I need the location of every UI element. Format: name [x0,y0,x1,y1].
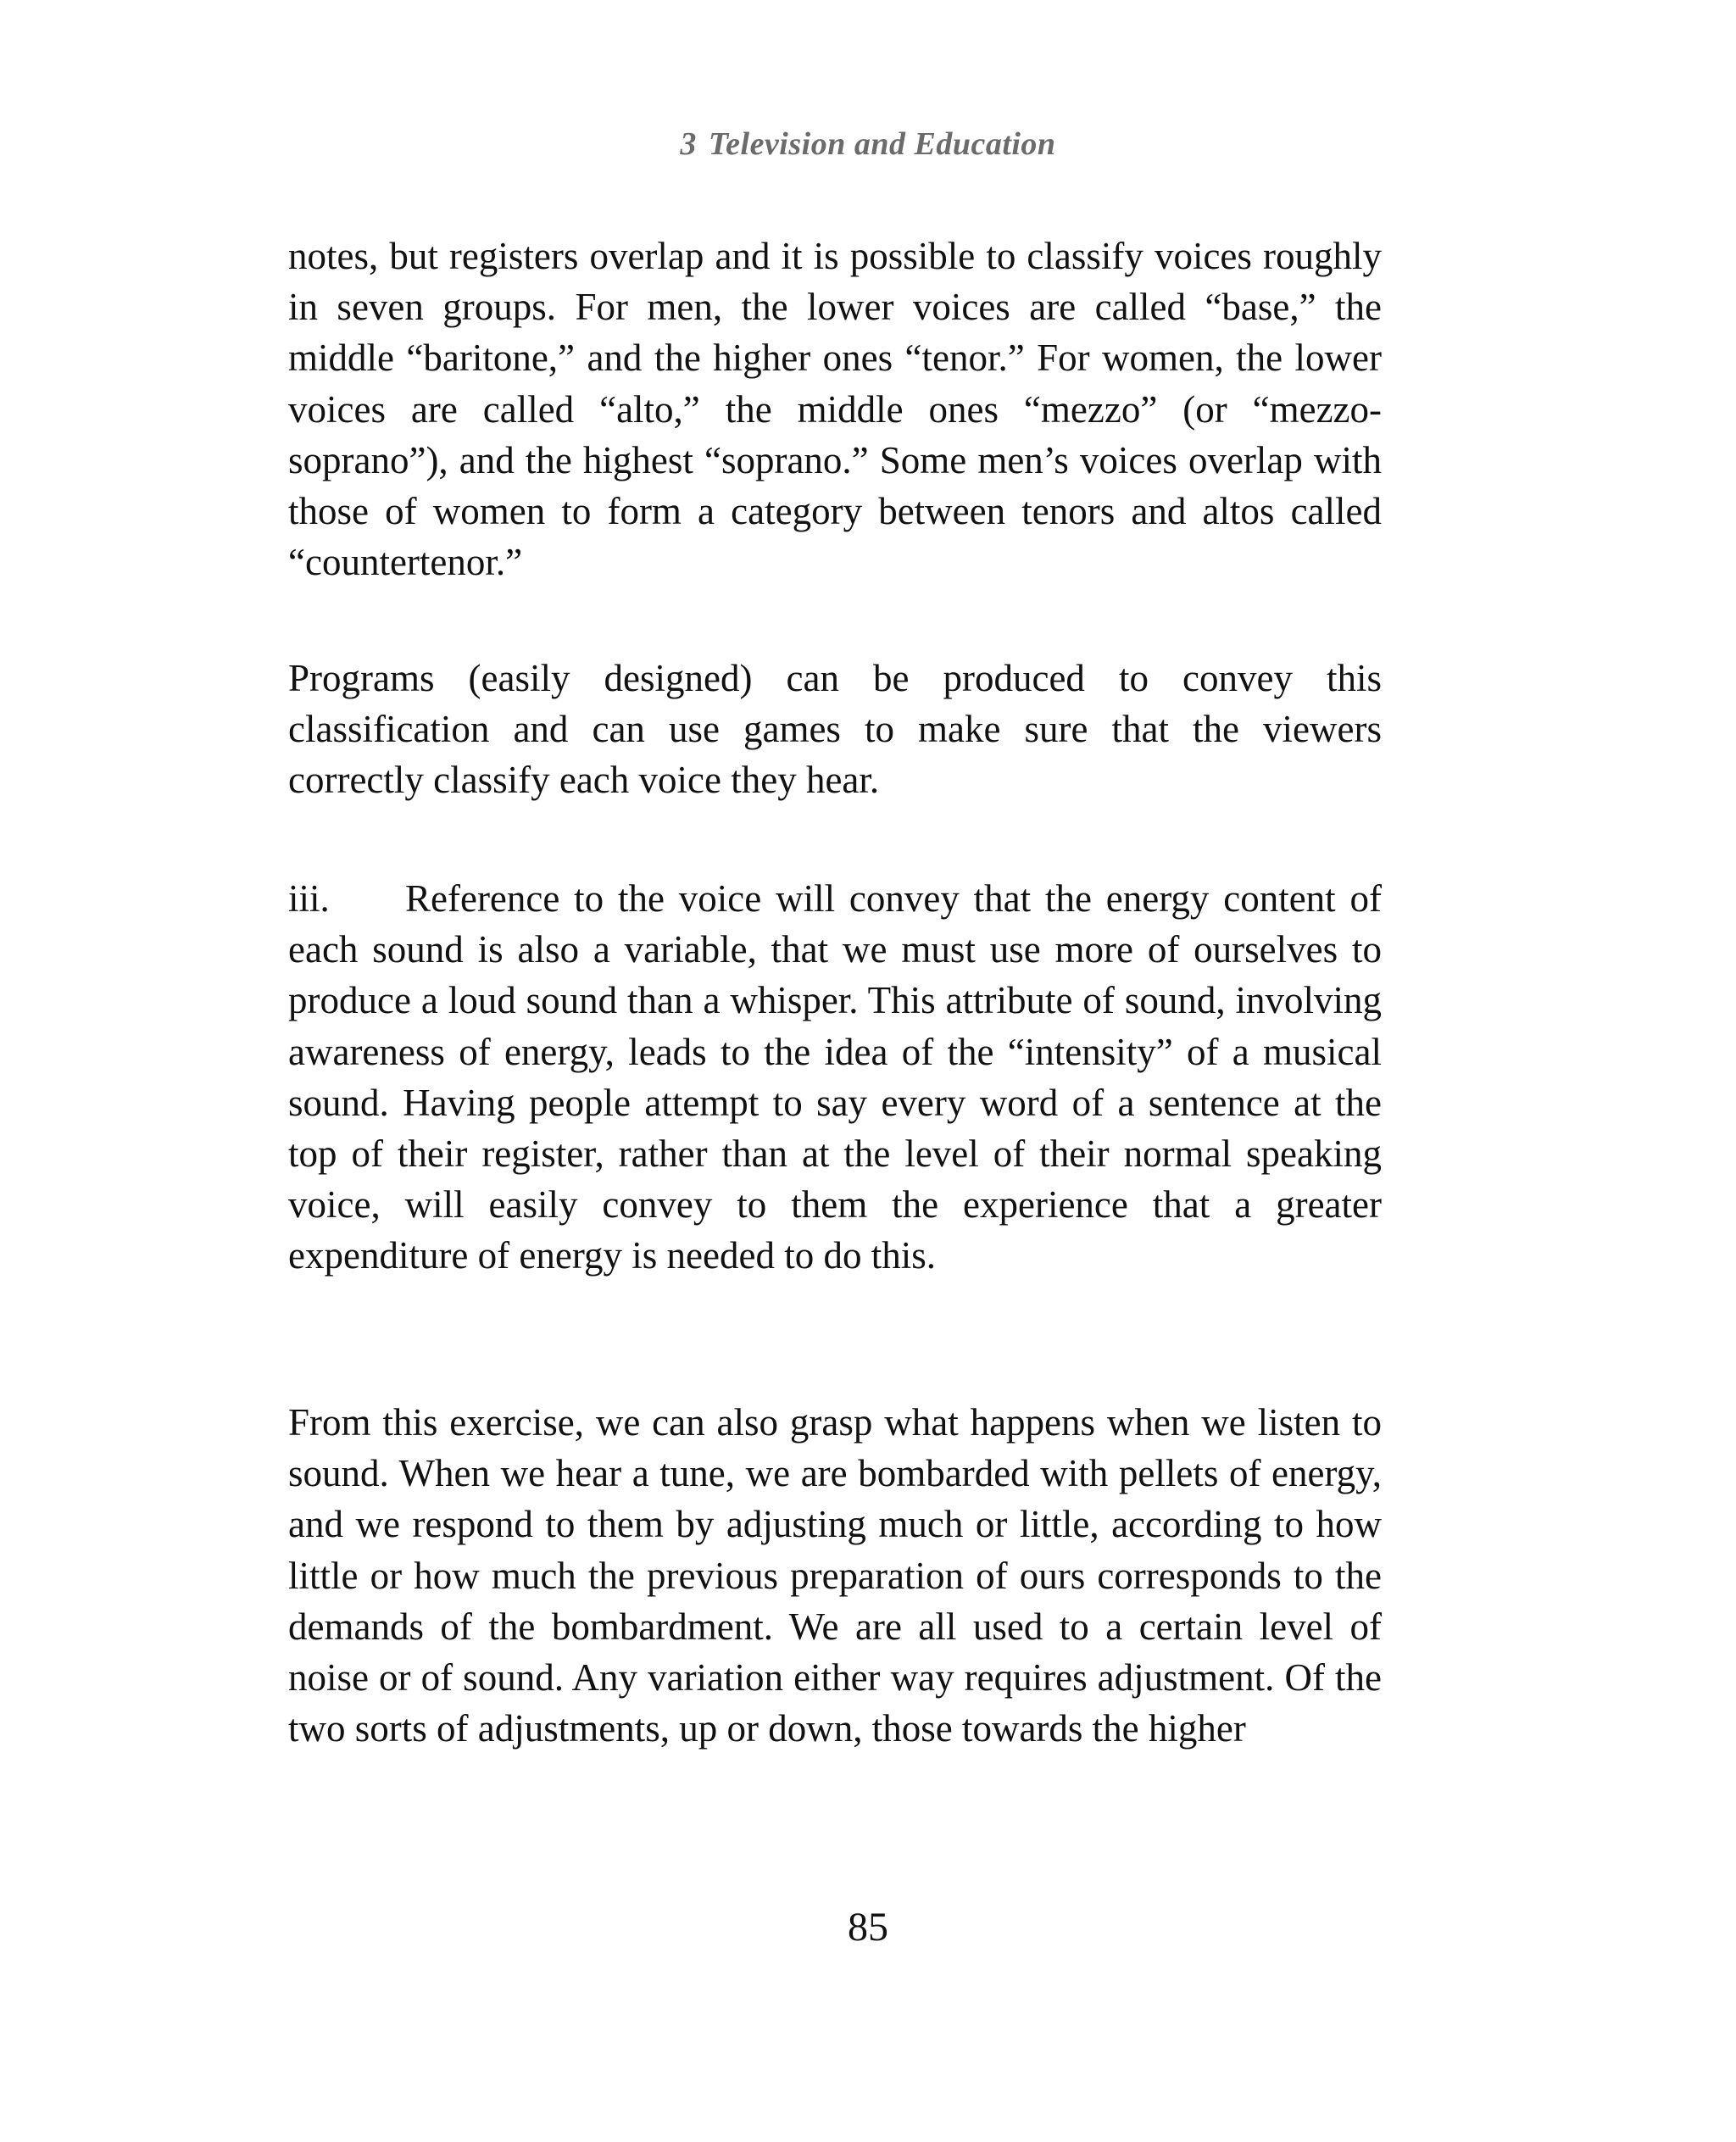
paragraph-text: Reference to the voice will convey that the energy content of each sound is also a variable, that we must use more of ourselves to produce a loud sound than a whisper. This attribute of sound, involving awareness of energy, leads to the idea of the “intensity” of a musical sound. Having people attempt to say every word of a sentence at the top of their register, rather than at the level of their normal speaking voice, will easily convey to them the experience that a greater expenditure of energy is needed to do this. [288,877,1382,1277]
paragraph-text: notes, but registers overlap and it is possible to classify voices roughly in seven groups. For men, the lower voices are called “base,” the middle “baritone,” and the higher ones “tenor.” For women, the lower voices are called “alto,” the middle ones “mezzo” (or “mezzo-soprano”), and the highest “soprano.” Some men’s voices overlap with those of women to form a category between tenors and altos called “countertenor.” [288,235,1382,584]
body-paragraph-1 [288,231,1382,587]
chapter-number: 3 [680,126,697,162]
chapter-title: Television and Education [708,126,1056,162]
body-paragraph-4 [288,1397,1382,1754]
paragraph-text: From this exercise, we can also grasp what happens when we listen to sound. When we hear a tune, we are bombarded with pellets of energy, and we respond to them by adjusting much or little, according to how little or how much the previous preparation of ours corresponds to the demands of the bombardment. We are all used to a certain level of noise or of sound. Any variation either way requires adjustment. Of the two sorts of adjustments, up or down, those towards the higher [288,1401,1382,1750]
page-number: 85 [848,1905,888,1950]
body-paragraph-2 [288,653,1382,806]
paragraph-text: Programs (easily designed) can be produced to convey this classification and can use games to make sure that the viewers correctly classify each voice they hear. [288,657,1382,802]
list-item-iii [288,873,1382,1282]
running-head [0,125,1736,163]
list-marker: iii. [288,877,330,920]
